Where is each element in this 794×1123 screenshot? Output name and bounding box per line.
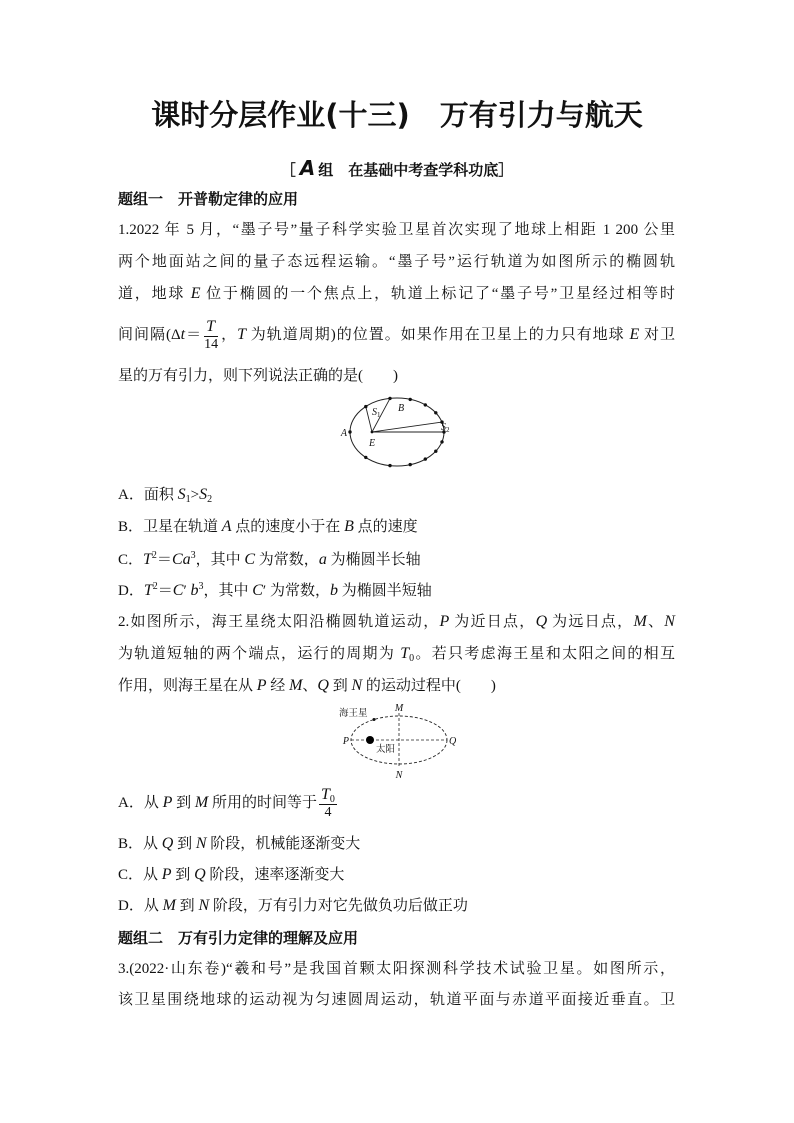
equals-sign: ＝ — [156, 552, 172, 568]
text-run: 间间隔(Δ — [118, 327, 181, 343]
var-P: P — [256, 677, 267, 694]
title-main: 课时分层作业(十三) — [151, 98, 410, 132]
var-T: T — [143, 582, 153, 599]
text-run: 道，地球 — [118, 286, 191, 302]
text-run: 两个地面站之间的量子态远程运输。“墨子号”运行轨道为如图所示的椭圆轨 — [118, 254, 675, 270]
var-Q: Q — [535, 613, 548, 630]
text-run: 到 — [328, 678, 352, 694]
var-Q: Q — [317, 677, 329, 694]
equals-sign: ＝ — [185, 327, 203, 343]
label-Q: Q — [449, 736, 457, 747]
q2-line-1 — [118, 610, 675, 634]
text-run: 、 — [646, 614, 665, 630]
text-run: 点的速度 — [353, 519, 418, 535]
section-heading-1: 题组一 开普勒定律的应用 — [118, 190, 299, 208]
subscript-2: 2 — [207, 494, 213, 505]
section-heading-2: 题组二 万有引力定律的理解及应用 — [118, 929, 359, 947]
text-run: ，其中 — [203, 583, 253, 599]
text-run: 为椭圆半短轴 — [337, 583, 432, 599]
fraction-denominator: 4 — [324, 804, 332, 820]
label-sun: 太阳 — [376, 744, 396, 755]
q1-option-b — [118, 515, 675, 539]
q1-option-d — [118, 579, 675, 603]
orbit-position-dot — [388, 464, 391, 467]
orbit-position-dot — [424, 403, 427, 406]
orbit-position-dot — [388, 397, 391, 400]
label-S1 — [372, 407, 381, 419]
text-run: ， — [220, 327, 238, 343]
q2-option-c — [118, 863, 675, 887]
label-S2 — [441, 422, 450, 434]
text-run: 为轨道周期)的位置。如果作用在卫星上的力只有地球 — [246, 327, 630, 343]
banner-open-bracket: ［ — [280, 161, 296, 179]
fraction — [319, 787, 337, 821]
var-M: M — [289, 677, 303, 694]
var-N: N — [351, 677, 363, 694]
sun-dot — [366, 736, 374, 744]
text-run: 1.2022 年 5 月，“墨子号”量子科学实验卫星首次实现了地球上相距 1 200 公里 — [118, 222, 675, 238]
q1-line-2 — [118, 250, 675, 274]
var-Q: Q — [194, 866, 206, 883]
superscript-3: 3 — [198, 581, 204, 592]
text-run: 点的速度小于在 — [231, 519, 345, 535]
title-topic: 万有引力与航天 — [439, 98, 643, 132]
page-title — [0, 97, 794, 133]
text-run: 为近日点， — [449, 614, 536, 630]
text-run: B．从 — [118, 836, 162, 852]
label-A: A — [340, 428, 347, 439]
q2-line-3 — [118, 674, 675, 698]
text-run: 、 — [302, 678, 318, 694]
mozi-orbit-figure — [330, 388, 470, 472]
var-E: E — [629, 326, 640, 343]
text-run: C． — [118, 552, 144, 568]
var-C: C — [171, 551, 183, 568]
label-B: B — [398, 403, 405, 414]
fraction-denominator: 14 — [204, 336, 219, 352]
var-E: E — [190, 285, 201, 302]
fraction-numerator — [319, 787, 337, 805]
var-P: P — [162, 794, 173, 811]
label-E: E — [369, 438, 376, 449]
fraction-numerator — [204, 319, 218, 337]
label-S1-subscript: 1 — [377, 411, 381, 419]
var-T: T — [237, 326, 246, 343]
text-run: B．卫星在轨道 — [118, 519, 222, 535]
text-run: 为常数， — [255, 552, 319, 568]
var-T: T — [206, 317, 215, 335]
var-a: a — [318, 551, 327, 568]
prime-mark: ′ — [183, 583, 191, 599]
text-run: 的运动过程中( ) — [362, 678, 496, 694]
text-run: 所用的时间等于 — [208, 795, 317, 811]
var-M: M — [194, 794, 209, 811]
text-run: 到 — [173, 836, 196, 852]
banner-close-bracket: ］ — [498, 161, 514, 179]
var-A: A — [221, 518, 232, 535]
var-S: S — [199, 486, 208, 503]
text-run: 为远日点， — [547, 614, 634, 630]
orbit-position-dot — [348, 430, 351, 433]
var-S: S — [177, 486, 186, 503]
orbit-position-dot — [424, 457, 427, 460]
label-S2-letter: S — [441, 422, 446, 433]
subscript-1: 1 — [185, 494, 191, 505]
q1-line-1 — [118, 218, 675, 242]
text-run: 作用，则海王星在从 — [118, 678, 257, 694]
text-run: 位于椭圆的一个焦点上，轨道上标记了“墨子号”卫星经过相等时 — [200, 286, 675, 302]
text-run: D．从 — [118, 898, 163, 914]
var-N: N — [195, 835, 207, 852]
var-t: t — [180, 326, 186, 343]
text-run: 2.如图所示，海王星绕太阳沿椭圆轨道运动， — [118, 614, 440, 630]
label-S2-subscript: 2 — [446, 426, 450, 434]
label-P: P — [342, 736, 349, 747]
orbit-position-dot — [409, 463, 412, 466]
var-N: N — [198, 897, 210, 914]
var-a: a — [182, 551, 191, 568]
text-run: ′ 为常数， — [262, 583, 330, 599]
banner-label: 组 在基础中考查学科功底 — [318, 161, 499, 179]
text-run: 阶段，机械能逐渐变大 — [206, 836, 361, 852]
q2-option-b — [118, 832, 675, 856]
q1-option-c — [118, 548, 675, 572]
var-b: b — [329, 582, 338, 599]
text-run: D． — [118, 583, 144, 599]
text-run: A．面积 — [118, 487, 178, 503]
text-run: A．从 — [118, 795, 163, 811]
q3-line-1: 3.(2022·山东卷)“羲和号”是我国首颗太阳探测科学技术试验卫星。如图所示， — [118, 961, 675, 977]
superscript-2: 2 — [151, 550, 157, 561]
earth-focus-dot — [371, 431, 374, 434]
var-T: T — [143, 551, 152, 568]
var-P: P — [439, 613, 450, 630]
superscript-2: 2 — [152, 581, 158, 592]
var-b: b — [190, 582, 199, 599]
group-banner — [0, 157, 794, 179]
text-run: 。若只考虑海王星和太阳之间的相互 — [414, 646, 675, 662]
orbit-position-dot — [434, 450, 437, 453]
var-T: T — [320, 785, 330, 803]
var-P: P — [161, 866, 172, 883]
var-M: M — [633, 613, 647, 630]
text-run: 到 — [171, 867, 195, 883]
var-T: T — [400, 645, 410, 662]
orbit-position-dot — [364, 456, 367, 459]
q3-line-2: 该卫星围绕地球的运动视为匀速圆周运动，轨道平面与赤道平面接近垂直。卫 — [118, 992, 675, 1008]
var-C: C — [172, 582, 184, 599]
subscript-0: 0 — [409, 653, 415, 664]
label-S1-letter: S — [372, 407, 377, 418]
label-M: M — [394, 703, 404, 714]
superscript-3: 3 — [190, 550, 196, 561]
text-run: 阶段，万有引力对它先做负功后做正功 — [209, 898, 468, 914]
text-run: 到 — [175, 898, 199, 914]
var-Q: Q — [161, 835, 174, 852]
text-run: 阶段，速率逐渐变大 — [205, 867, 345, 883]
text-run: 为椭圆半长轴 — [326, 552, 421, 568]
radius-line-s2-a — [372, 422, 442, 432]
q2-option-d — [118, 894, 675, 918]
var-M: M — [162, 897, 176, 914]
orbit-position-dot — [440, 440, 443, 443]
equals-sign: ＝ — [157, 583, 173, 599]
q1-line-4 — [118, 315, 675, 355]
text-run: ，其中 — [195, 552, 245, 568]
q1-line-3 — [118, 282, 675, 306]
text-run: 为轨道短轴的两个端点，运行的周期为 — [118, 646, 401, 662]
label-N: N — [395, 770, 403, 781]
q1-line-5 — [118, 364, 675, 388]
greater-than-sign: > — [190, 487, 200, 503]
text-run: C．从 — [118, 867, 162, 883]
var-N: N — [664, 613, 675, 630]
subscript-0: 0 — [329, 793, 335, 805]
var-C: C — [244, 551, 256, 568]
text-run: 对卫 — [639, 327, 675, 343]
group-letter-badge: A — [299, 156, 316, 180]
fraction — [204, 319, 218, 353]
orbit-position-dot — [364, 405, 367, 408]
var-C: C — [252, 582, 263, 599]
label-neptune: 海王星 — [339, 708, 368, 719]
orbit-position-dot — [434, 411, 437, 414]
q2-line-2 — [118, 642, 675, 666]
var-B: B — [344, 518, 354, 535]
q1-option-a — [118, 483, 675, 507]
orbit-position-dot — [409, 398, 412, 401]
q2-option-a — [118, 783, 675, 823]
text-run: 星的万有引力，则下列说法正确的是( ) — [118, 368, 398, 384]
neptune-dot — [373, 718, 376, 721]
neptune-orbit-figure — [330, 700, 470, 782]
text-run: 经 — [266, 678, 290, 694]
text-run: 到 — [172, 795, 195, 811]
